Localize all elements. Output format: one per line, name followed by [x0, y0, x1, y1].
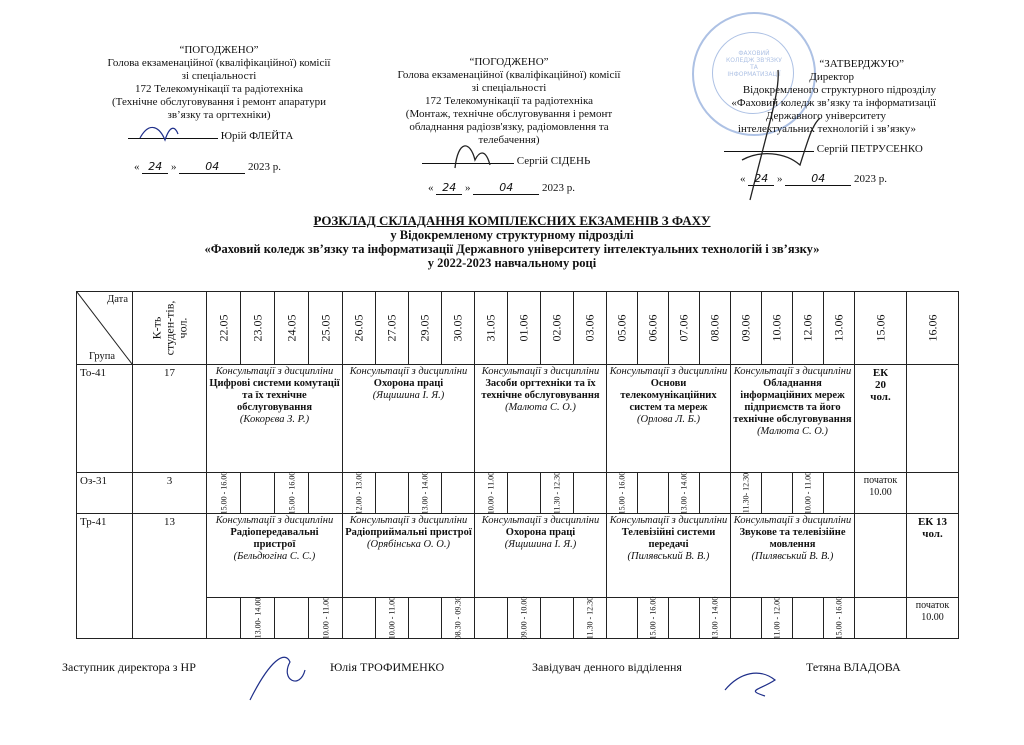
- title-line-3: «Фаховий коледж зв’язку та інформатизації Державного університету інтелектуальних технологій і зв’язку»: [204, 242, 820, 256]
- time-slot: [508, 598, 541, 639]
- time-slot: [275, 473, 309, 514]
- slot-time: 12.00 - 13.00: [354, 471, 364, 515]
- date-year: 2023 р.: [542, 182, 575, 194]
- date-header: [475, 292, 508, 365]
- approval-line: 172 Телекомунікації та радіотехніка: [134, 83, 304, 95]
- student-count: 13: [133, 514, 207, 639]
- consult-label: Консультації з дисципліни: [733, 366, 852, 377]
- date-label: 29.05: [417, 314, 432, 342]
- approval-date-left: « 24 » 04 2023 р.: [134, 160, 281, 173]
- time-slot: [475, 473, 508, 514]
- date-label: 23.05: [250, 314, 264, 342]
- consultation-block: [343, 365, 475, 473]
- time-slot: [207, 598, 241, 639]
- consult-label: Консультації з дисципліни: [609, 515, 728, 526]
- time-slot: [607, 473, 638, 514]
- slot-time: 15.00 - 16.00: [617, 471, 627, 515]
- approval-line: (Технічне обслуговування і ремонт апаратури: [112, 96, 326, 108]
- date-header: [824, 292, 855, 365]
- date-header: [574, 292, 607, 365]
- date-label: 15.06: [873, 314, 887, 342]
- slot-time: 13.00 - 14.00: [420, 471, 430, 515]
- approval-line: Відокремленого структурного підрозділу: [742, 84, 936, 96]
- date-month: 04: [785, 172, 851, 186]
- time-slot: [442, 598, 475, 639]
- exam-cell: [907, 514, 959, 598]
- approval-quote: “ПОГОДЖЕНО”: [469, 56, 549, 68]
- date-label: 30.05: [450, 314, 465, 342]
- consult-label: Консультації з дисципліни: [349, 366, 468, 377]
- signer-name: Сергій СІДЕНЬ: [516, 155, 591, 167]
- time-slot: [638, 473, 669, 514]
- date-header: [508, 292, 541, 365]
- slot-time: 15.00 - 16.00: [287, 471, 296, 515]
- consultation-block: [207, 514, 343, 598]
- time-slot: [241, 473, 275, 514]
- date-label: 26.05: [351, 314, 366, 342]
- time-slot: [574, 473, 607, 514]
- slot-time: 10.00 - 11.00: [803, 471, 813, 515]
- date-header: [241, 292, 275, 365]
- approval-line: Директор: [809, 71, 854, 83]
- time-slot: [376, 598, 409, 639]
- signature-right: [742, 70, 820, 200]
- approval-line: Голова екзаменаційної (кваліфікаційної) комісії: [107, 57, 331, 69]
- time-slot: [241, 598, 275, 639]
- teacher-name: (Ящишина І. Я.): [504, 539, 577, 550]
- count-header: [133, 292, 207, 365]
- slot-time: 09.00 - 10.00: [519, 596, 529, 640]
- date-label: 25.05: [318, 314, 332, 342]
- date-header: [731, 292, 762, 365]
- slot-time: 10.00 - 11.00: [486, 471, 496, 515]
- date-label: 01.06: [516, 314, 531, 342]
- approval-quote: “ПОГОДЖЕНО”: [179, 44, 259, 56]
- consultation-block: [207, 365, 343, 473]
- time-slot: [607, 598, 638, 639]
- time-slot: [793, 598, 824, 639]
- approval-date-middle: « 24 » 04 2023 р.: [428, 181, 575, 194]
- date-header: [762, 292, 793, 365]
- time-slot: [475, 598, 508, 639]
- time-slot: [409, 598, 442, 639]
- exam-start-text: початок 10.00: [915, 600, 950, 623]
- date-label: 24.05: [284, 314, 298, 342]
- teacher-name: (Малюта С. О.): [757, 426, 828, 437]
- slot-time: 11.30- 12.30: [741, 472, 751, 514]
- time-slot: [442, 473, 475, 514]
- slot-time: 08.30 - 09.30: [453, 596, 463, 640]
- teacher-name: (Пилявський В. В.): [627, 551, 710, 562]
- date-header: [309, 292, 343, 365]
- document-title: [0, 214, 1024, 270]
- time-slot: [669, 598, 700, 639]
- time-slot: [541, 473, 574, 514]
- time-slot: [700, 473, 731, 514]
- slot-time: 15.00 - 16.00: [648, 596, 658, 640]
- table-row: [77, 514, 959, 598]
- slot-time: 15.00 - 16.00: [219, 471, 228, 515]
- slot-time: 11.30 - 12.30: [552, 471, 562, 515]
- empty-cell: [855, 514, 907, 598]
- approval-line: зі спеціальності: [471, 82, 547, 94]
- student-count: 3: [133, 473, 207, 514]
- date-day: 24: [748, 172, 774, 186]
- date-label: 09.06: [738, 314, 753, 342]
- approval-line: інтелектуальних технологій і зв’язку»: [737, 123, 916, 135]
- teacher-name: (Кокорєва З. Р.): [239, 414, 310, 425]
- date-label: 08.06: [707, 314, 722, 342]
- subject-name: Основи телекомунікаційних систем та мереж: [620, 378, 717, 413]
- date-year: 2023 р.: [854, 173, 887, 185]
- count-header-text: К-ть студен-тів, чол.: [149, 300, 189, 356]
- time-slot: [275, 598, 309, 639]
- group-name: То-41: [77, 365, 133, 473]
- date-header: [855, 292, 907, 365]
- consultation-block: [343, 514, 475, 598]
- footer-deputy-label: Заступник директора з НР: [62, 660, 196, 674]
- approval-line: «Фаховий коледж зв’язку та інформатизації: [731, 97, 936, 109]
- time-slot: [343, 473, 376, 514]
- approval-line: обладнання радіозв'язку, радіомовлення та: [409, 121, 609, 133]
- exam-start: [907, 598, 959, 639]
- table-header-row: [77, 292, 959, 365]
- subject-name: Обладнання інформаційних мереж підприємств та його технічне обслуговування: [733, 378, 852, 425]
- time-slot: [309, 473, 343, 514]
- approval-line: телебачення): [478, 134, 540, 146]
- time-slot: [762, 598, 793, 639]
- footer-head-label: Завідувач денного відділення: [532, 660, 682, 674]
- subject-name: Охорона праці: [373, 378, 444, 389]
- consultation-block: [731, 365, 855, 473]
- group-name: Оз-31: [77, 473, 133, 514]
- consult-label: Консультації з дисципліни: [609, 366, 728, 377]
- date-header: [541, 292, 574, 365]
- schedule-table: [76, 291, 959, 639]
- footer-deputy-name: Юлія ТРОФИМЕНКО: [330, 660, 445, 674]
- date-header: [669, 292, 700, 365]
- signature-head: [725, 673, 775, 696]
- date-header: [607, 292, 638, 365]
- subject-name: Радіопередавальні пристрої: [230, 527, 319, 550]
- date-header: [275, 292, 309, 365]
- date-label: 22.05: [216, 314, 230, 342]
- exam-start: [855, 473, 907, 514]
- corner-cell: [77, 292, 133, 365]
- teacher-name: (Пилявський В. В.): [751, 551, 834, 562]
- date-label: 03.06: [582, 314, 597, 342]
- consultation-block: [607, 514, 731, 598]
- approval-line: Державного університету: [765, 110, 886, 122]
- signer-name: Сергій ПЕТРУСЕНКО: [816, 143, 923, 155]
- empty-cell: [907, 365, 959, 473]
- time-slot: [309, 598, 343, 639]
- corner-date-label: Дата: [107, 294, 128, 305]
- date-label: 16.06: [925, 314, 939, 342]
- slot-time: 13.00 - 14.00: [710, 596, 720, 640]
- consultation-block: [475, 514, 607, 598]
- subject-name: Цифрові системи комутації та їх технічне обслуговування: [209, 378, 340, 413]
- date-day: 24: [436, 181, 462, 195]
- table-row: [77, 473, 959, 514]
- date-label: 31.05: [483, 314, 498, 342]
- time-slot: [376, 473, 409, 514]
- teacher-name: (Орябінська О. О.): [367, 539, 450, 550]
- table-row: [77, 365, 959, 473]
- subject-name: Охорона праці: [505, 527, 576, 538]
- footer-head-name: Тетяна ВЛАДОВА: [806, 660, 901, 674]
- time-slot: [508, 473, 541, 514]
- time-slot: [824, 473, 855, 514]
- time-slot: [700, 598, 731, 639]
- signature-deputy: [250, 657, 305, 700]
- exam-cell: [855, 365, 907, 473]
- time-slot: [669, 473, 700, 514]
- slot-time: 13.00 - 14.00: [679, 471, 689, 515]
- date-label: 06.06: [645, 314, 660, 342]
- exam-label: ЕК 20 чол.: [870, 367, 891, 403]
- approval-line: 172 Телекомунікації та радіотехніка: [424, 95, 594, 107]
- signature-left: [140, 127, 178, 140]
- time-slot: [731, 598, 762, 639]
- date-header: [409, 292, 442, 365]
- approval-line: зв’язку та оргтехніки): [167, 109, 271, 121]
- date-header: [638, 292, 669, 365]
- approval-line: зі спеціальності: [181, 70, 257, 82]
- slot-time: 10.00 - 11.00: [387, 596, 397, 640]
- consultation-block: [731, 514, 855, 598]
- consult-label: Консультації з дисципліни: [481, 515, 600, 526]
- time-slot: [541, 598, 574, 639]
- slot-time: 13.00- 14.00: [253, 597, 262, 639]
- empty-cell: [855, 598, 907, 639]
- approval-date-right: « 24 » 04 2023 р.: [740, 172, 887, 185]
- approval-line: Голова екзаменаційної (кваліфікаційної) комісії: [397, 69, 621, 81]
- time-slot: [793, 473, 824, 514]
- consult-label: Консультації з дисципліни: [349, 515, 468, 526]
- slot-time: 10.00 - 11.00: [321, 596, 330, 640]
- student-count: 17: [133, 365, 207, 473]
- exam-start-text: початок 10.00: [863, 475, 898, 498]
- time-slot: [638, 598, 669, 639]
- subject-name: Засоби оргтехніки та їх технічне обслуговування: [481, 378, 600, 401]
- date-label: 12.06: [800, 314, 815, 342]
- time-slot: [343, 598, 376, 639]
- date-header: [376, 292, 409, 365]
- date-header: [343, 292, 376, 365]
- time-slot: [731, 473, 762, 514]
- group-name: Тр-41: [77, 514, 133, 639]
- date-header: [442, 292, 475, 365]
- consultation-block: [607, 365, 731, 473]
- consult-label: Консультації з дисципліни: [733, 515, 852, 526]
- consult-label: Консультації з дисципліни: [481, 366, 600, 377]
- date-label: 05.06: [614, 314, 629, 342]
- time-slot: [762, 473, 793, 514]
- date-header: [793, 292, 824, 365]
- date-header: [907, 292, 959, 365]
- consult-label: Консультації з дисципліни: [215, 515, 334, 526]
- empty-cell: [907, 473, 959, 514]
- consultation-block: [475, 365, 607, 473]
- teacher-name: (Бельдюгіна С. С.): [233, 551, 316, 562]
- teacher-name: (Малюта С. О.): [505, 402, 576, 413]
- corner-group-label: Група: [89, 351, 116, 362]
- consult-label: Консультації з дисципліни: [215, 366, 334, 377]
- signer-name: Юрій ФЛЕЙТА: [220, 130, 294, 142]
- time-slot: [574, 598, 607, 639]
- teacher-name: (Ящишина І. Я.): [372, 390, 445, 401]
- table-row: [77, 598, 959, 639]
- title-line-2: у Відокремленому структурному підрозділі: [390, 228, 634, 242]
- date-year: 2023 р.: [248, 161, 281, 173]
- date-label: 07.06: [676, 314, 691, 342]
- date-label: 13.06: [831, 314, 846, 342]
- date-header: [700, 292, 731, 365]
- date-month: 04: [179, 160, 245, 174]
- slot-time: 11.00 - 12.00: [772, 596, 782, 640]
- date-label: 27.05: [384, 314, 399, 342]
- approval-quote: “ЗАТВЕРДЖУЮ”: [819, 58, 904, 70]
- date-label: 10.06: [769, 314, 784, 342]
- title-main: РОЗКЛАД СКЛАДАННЯ КОМПЛЕКСНИХ ЕКЗАМЕНІВ З ФАХУ: [313, 213, 711, 228]
- time-slot: [207, 473, 241, 514]
- teacher-name: (Орлова Л. Б.): [637, 414, 700, 425]
- subject-name: Звукове та телевізійне мовлення: [739, 527, 846, 550]
- time-slot: [409, 473, 442, 514]
- signature-middle: [455, 146, 490, 168]
- slot-time: 15.00 - 16.00: [834, 596, 844, 640]
- exam-label: ЕК 13 чол.: [917, 516, 948, 540]
- date-day: 24: [142, 160, 168, 174]
- time-slot: [824, 598, 855, 639]
- slot-time: 11.30 - 12.30: [585, 596, 595, 640]
- date-month: 04: [473, 181, 539, 195]
- title-line-4: у 2022-2023 навчальному році: [427, 256, 597, 270]
- date-label: 02.06: [549, 314, 564, 342]
- stamp-text: ФАХОВИЙ КОЛЕДЖ ЗВ'ЯЗКУ ТА ІНФОРМАТИЗАЦІЇ: [726, 50, 782, 78]
- approval-line: (Монтаж, технічне обслуговування і ремонт: [405, 108, 613, 120]
- date-header: [207, 292, 241, 365]
- subject-name: Телевізійні системи передачі: [621, 527, 716, 550]
- subject-name: Радіоприймальні пристрої: [345, 527, 472, 538]
